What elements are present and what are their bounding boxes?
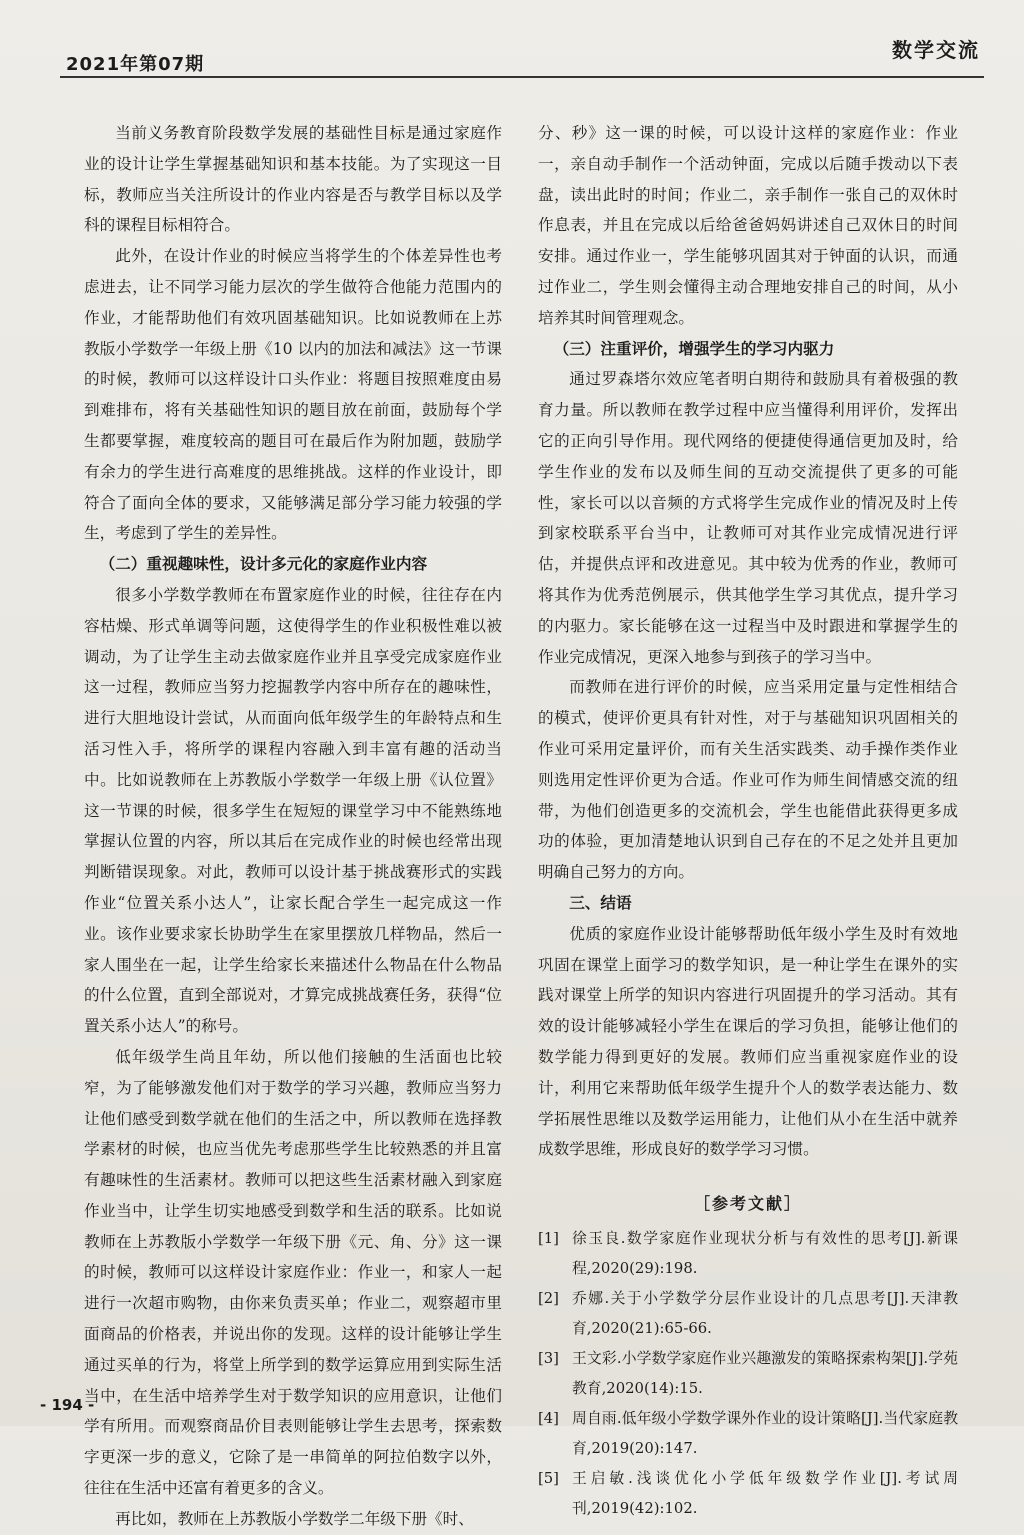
paragraph: 低年级学生尚且年幼，所以他们接触的生活面也比较窄，为了能够激发他们对于数学的学习兴趣，教师应当努力让他们感受到数学就在他们的生活之中，所以教师在选择教学素材的时候，也应当优先考虑那些学生比较熟悉的并且富有趣味性的生活素材。教师可以把这些生活素材融入到家庭作业当中，让学生切实地感受到数学和生活的联系。比如说教师在上苏教版小学数学一年级下册《元、角、分》这一课的时候，教师可以这样设计家庭作业：作业一，和家人一起进行一次超市购物，由你来负责买单；作业二，观察超市里面商品的价格表，并说出你的发现。这样的设计能够让学生通过买单的行为，将堂上所学到的数学运算应用到实际生活当中，在生活中培养学生对于数学知识的应用意识，让他们学有所用。而观察商品价目表则能够让学生去思考，探索数字更深一步的意义，它除了是一串简单的阿拉伯数字以外，往往在生活中还富有着更多的含义。 — [84, 1047, 502, 1498]
reference-text: 乔娜.关于小学数学分层作业设计的几点思考[J].天津教育,2020(21):65-66. — [572, 1289, 958, 1337]
subheading: （三）注重评价，增强学生的学习内驱力 — [553, 338, 835, 358]
reference-text: 王文彩.小学数学家庭作业兴趣激发的策略探索构架[J].学苑教育,2020(14):15. — [572, 1349, 958, 1397]
reference-number: [3] — [538, 1349, 559, 1367]
issue-label: 2021年第07期 — [66, 54, 205, 75]
paragraph: 而教师在进行评价的时候，应当采用定量与定性相结合的模式，使评价更具有针对性，对于与基础知识巩固相关的作业可采用定量评价，而有关生活实践类、动手操作类作业则选用定性评价更为合适。作业可作为师生间情感交流的纽带，为他们创造更多的交流机会，学生也能借此获得更多成功的体验，更加清楚地认识到自己存在的不足之处并且更加明确自己努力的方向。 — [538, 678, 958, 882]
paragraph: 再比如，教师在上苏教版小学数学二年级下册《时、 — [115, 1509, 474, 1528]
reference-item — [538, 1464, 958, 1524]
page-number: - 194 - — [40, 1396, 95, 1414]
section-heading: 三、结语 — [569, 892, 632, 912]
reference-text: 徐玉良.数学家庭作业现状分析与有效性的思考[J].新课程,2020(29):198. — [572, 1229, 958, 1277]
page-header — [60, 40, 984, 78]
right-column — [538, 118, 958, 1524]
references-list — [538, 1224, 958, 1524]
reference-item — [538, 1404, 958, 1464]
reference-number: [1] — [538, 1229, 559, 1247]
reference-item — [538, 1284, 958, 1344]
paragraph: 此外，在设计作业的时候应当将学生的个体差异性也考虑进去，让不同学习能力层次的学生做符合他能力范围内的作业，才能帮助他们有效巩固基础知识。比如说教师在上苏教版小学数学一年级上册《10 以内的加法和减法》这一节课的时候，教师可以这样设计口头作业：将题目按照难度由易到难排布，将有关基础性知识的题目放在前面，鼓励每个学生都要掌握，难度较高的题目可在最后作为附加题，鼓励学有余力的学生进行高难度的思维挑战。这样的作业设计，即符合了面向全体的要求，又能够满足部分学习能力较强的学生，考虑到了学生的差异性。 — [84, 247, 502, 543]
paragraph: 当前义务教育阶段数学发展的基础性目标是通过家庭作业的设计让学生掌握基础知识和基本技能。为了实现这一目标，教师应当关注所设计的作业内容是否与教学目标以及学科的课程目标相符合。 — [84, 124, 502, 235]
paragraph: 分、秒》这一课的时候，可以设计这样的家庭作业：作业一，亲自动手制作一个活动钟面，完成以后随手拨动以下表盘，读出此时的时间；作业二，亲手制作一张自己的双休时作息表，并且在完成以后给爸爸妈妈讲述自己双休日的时间安排。通过作业一，学生能够巩固其对于钟面的认识，而通过作业二，学生则会懂得主动合理地安排自己的时间，从小培养其时间管理观念。 — [538, 124, 958, 327]
reference-number: [4] — [538, 1409, 559, 1427]
reference-number: [5] — [538, 1469, 559, 1487]
reference-number: [2] — [538, 1289, 559, 1307]
reference-item — [538, 1344, 958, 1404]
reference-text: 周自雨.低年级小学数学课外作业的设计策略[J].当代家庭教育,2019(20):147. — [572, 1409, 958, 1457]
reference-text: 王启敏.浅谈优化小学低年级数学作业[J].考试周刊,2019(42):102. — [572, 1469, 958, 1517]
section-title: 数学交流 — [892, 38, 980, 62]
paragraph: 通过罗森塔尔效应笔者明白期待和鼓励具有着极强的教育力量。所以教师在教学过程中应当懂得利用评价，发挥出它的正向引导作用。现代网络的便捷使得通信更加及时，给学生作业的发布以及师生间的互动交流提供了更多的可能性，家长可以以音频的方式将学生完成作业的情况及时上传到家校联系平台当中，让教师可对其作业完成情况进行评估，并提供点评和改进意见。其中较为优秀的作业，教师可将其作为优秀范例展示，供其他学生学习其优点，提升学习的内驱力。家长能够在这一过程当中及时跟进和掌握学生的作业完成情况，更深入地参与到孩子的学习当中。 — [538, 370, 958, 666]
paragraph: 优质的家庭作业设计能够帮助低年级小学生及时有效地巩固在课堂上面学习的数学知识，是一种让学生在课外的实践对课堂上所学的知识内容进行巩固提升的学习活动。其有效的设计能够减轻小学生在课后的学习负担，能够让他们的数学能力得到更好的发展。教师们应当重视家庭作业的设计，利用它来帮助低年级学生提升个人的数学表达能力、数学拓展性思维以及数学运用能力，让他们从小在生活中就养成数学思维，形成良好的数学学习习惯。 — [538, 924, 958, 1159]
references-title: ［参考文献］ — [693, 1194, 802, 1214]
reference-item — [538, 1224, 958, 1284]
paragraph: 很多小学数学教师在布置家庭作业的时候，往往存在内容枯燥、形式单调等问题，这使得学生的作业积极性难以被调动，为了让学生主动去做家庭作业并且享受完成家庭作业这一过程，教师应当努力挖掘教学内容中所存在的趣味性，进行大胆地设计尝试，从而面向低年级学生的年龄特点和生活习性入手，将所学的课程内容融入到丰富有趣的活动当中。比如说教师在上苏教版小学数学一年级上册《认位置》这一节课的时候，很多学生在短短的课堂学习中不能熟练地掌握认位置的内容，所以其后在完成作业的时候也经常出现判断错误现象。对此，教师可以设计基于挑战赛形式的实践作业“位置关系小达人”，让家长配合学生一起完成这一作业。该作业要求家长协助学生在家里摆放几样物品，然后一家人围坐在一起，让学生给家长来描述什么物品在什么物品的什么位置，直到全部说对，才算完成挑战赛任务，获得“位置关系小达人”的称号。 — [84, 585, 502, 1036]
subheading: （二）重视趣味性，设计多元化的家庭作业内容 — [99, 554, 428, 574]
left-column — [84, 118, 502, 1535]
